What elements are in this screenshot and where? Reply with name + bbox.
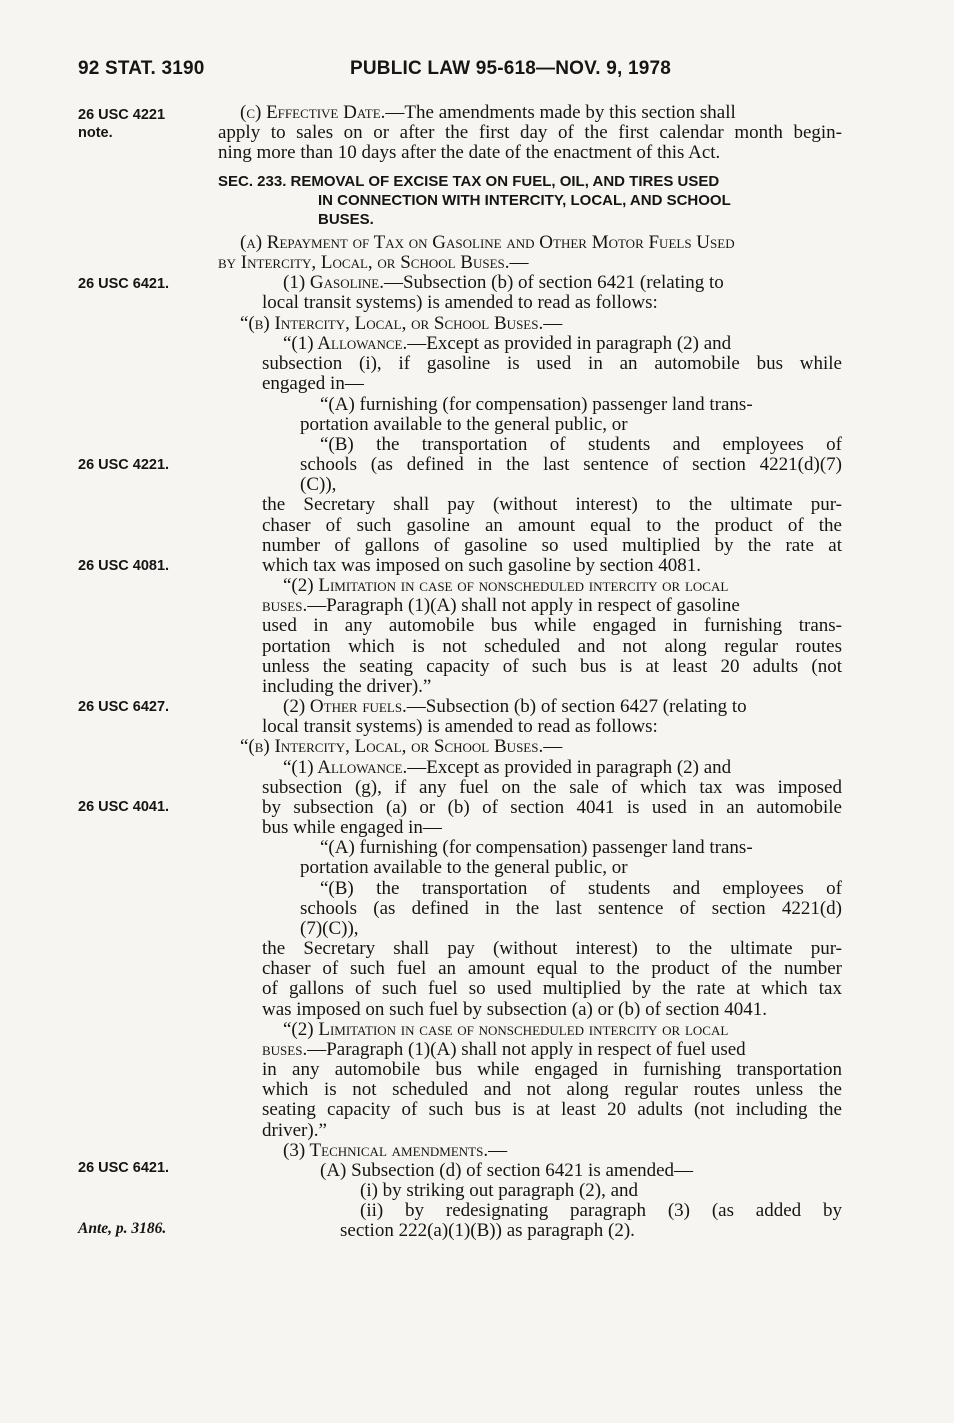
payment-line: chaser of such fuel an amount equal to the product of the number [262,958,842,979]
margin-note: note. [78,125,113,141]
limitation-line: buses.—Paragraph (1)(A) shall not apply in respect of fuel used [262,1039,746,1060]
payment-line: the Secretary shall pay (without interest) to the ultimate pur- [262,938,842,959]
payment-line: of gallons of such fuel so used multiplied by the rate at which tax [262,978,842,999]
payment-line: the Secretary shall pay (without interest) to the ultimate pur- [262,494,842,515]
margin-note: Ante, p. 3186. [78,1220,167,1237]
page-reference: 92 STAT. 3190 [78,58,205,79]
margin-note: 26 USC 6421. [78,276,170,292]
clause-b-line: (7)(C)), [300,918,359,939]
limitation-line: used in any automobile bus while engaged in furnishing trans- [262,615,842,636]
margin-note: 26 USC 4081. [78,558,170,574]
limitation-heading: “(2) Limitation in case of nonscheduled intercity or local [283,575,729,596]
quoted-subsection-heading: “(b) Intercity, Local, or School Buses.— [240,736,563,757]
allowance-line: engaged in— [262,373,364,394]
limitation-line: including the driver).” [262,676,432,697]
payment-line: which tax was imposed on such gasoline by section 4081. [262,555,702,576]
paragraph-1-line: (1) Gasoline.—Subsection (b) of section 6421 (relating to [283,272,724,293]
payment-line: number of gallons of gasoline so used multiplied by the rate at [262,535,842,556]
limitation-line: portation which is not scheduled and not along regular routes [262,636,842,657]
margin-note: 26 USC 6427. [78,699,170,715]
paragraph-c-line: (c) Effective Date.—The amendments made by this section shall [240,102,736,123]
law-title: PUBLIC LAW 95-618—NOV. 9, 1978 [350,58,672,79]
clause-a-line: portation available to the general public, or [300,414,628,435]
paragraph-c-line: apply to sales on or after the first day of the first calendar month begin- [218,122,842,143]
clause-a-line: “(A) furnishing (for compensation) passenger land trans- [320,837,753,858]
technical-amendment-line: (A) Subsection (d) of section 6421 is amended— [320,1160,694,1181]
subsection-a-heading: (a) Repayment of Tax on Gasoline and Other Motor Fuels Used [240,232,735,253]
limitation-line: in any automobile bus while engaged in furnishing transportation [262,1059,842,1080]
paragraph-1-line: local transit systems) is amended to read as follows: [262,292,658,313]
allowance-line: subsection (i), if gasoline is used in an automobile bus while [262,353,842,374]
limitation-heading: “(2) Limitation in case of nonscheduled intercity or local [283,1019,729,1040]
paragraph-c-line: ning more than 10 days after the date of the enactment of this Act. [218,142,721,163]
limitation-line: seating capacity of such bus is at least 20 adults (not including the [262,1099,842,1120]
clause-b-line: “(B) the transportation of students and employees of [320,878,842,899]
allowance-line: by subsection (a) or (b) of section 4041 is used in an automobile [262,797,842,818]
quoted-subsection-heading: “(b) Intercity, Local, or School Buses.— [240,313,563,334]
allowance-line: subsection (g), if any fuel on the sale of which tax was imposed [262,777,842,798]
margin-note: 26 USC 6421. [78,1160,170,1176]
clause-b-line: (C)), [300,474,337,495]
technical-amendment-line: section 222(a)(1)(B)) as paragraph (2). [340,1220,635,1241]
section-heading: SEC. 233. REMOVAL OF EXCISE TAX ON FUEL, OIL, AND TIRES USED [218,173,720,190]
margin-note: 26 USC 4041. [78,799,170,815]
limitation-line: which is not scheduled and not along regular routes unless the [262,1079,842,1100]
allowance-line: bus while engaged in— [262,817,442,838]
limitation-line: driver).” [262,1120,327,1141]
section-heading: IN CONNECTION WITH INTERCITY, LOCAL, AND SCHOOL [318,192,731,209]
allowance-line: “(1) Allowance.—Except as provided in paragraph (2) and [283,757,732,778]
margin-note: 26 USC 4221 [78,107,166,123]
subsection-a-heading: by Intercity, Local, or School Buses.— [218,252,529,273]
payment-line: was imposed on such fuel by subsection (a) or (b) of section 4041. [262,999,767,1020]
section-heading: BUSES. [318,211,374,228]
technical-amendment-line: (i) by striking out paragraph (2), and [360,1180,639,1201]
technical-amendment-line: (ii) by redesignating paragraph (3) (as added by [360,1200,842,1221]
limitation-line: unless the seating capacity of such bus is at least 20 adults (not [262,656,842,677]
payment-line: chaser of such gasoline an amount equal to the product of the [262,515,842,536]
clause-b-line: schools (as defined in the last sentence of section 4221(d) [300,898,842,919]
limitation-line: buses.—Paragraph (1)(A) shall not apply in respect of gasoline [262,595,740,616]
paragraph-2-line: local transit systems) is amended to read as follows: [262,716,658,737]
paragraph-2-line: (2) Other fuels.—Subsection (b) of section 6427 (relating to [283,696,747,717]
margin-note: 26 USC 4221. [78,457,170,473]
allowance-line: “(1) Allowance.—Except as provided in paragraph (2) and [283,333,732,354]
clause-a-line: “(A) furnishing (for compensation) passenger land trans- [320,394,753,415]
paragraph-3-heading: (3) Technical amendments.— [283,1140,508,1161]
clause-a-line: portation available to the general public, or [300,857,628,878]
clause-b-line: schools (as defined in the last sentence of section 4221(d)(7) [300,454,842,475]
clause-b-line: “(B) the transportation of students and employees of [320,434,842,455]
